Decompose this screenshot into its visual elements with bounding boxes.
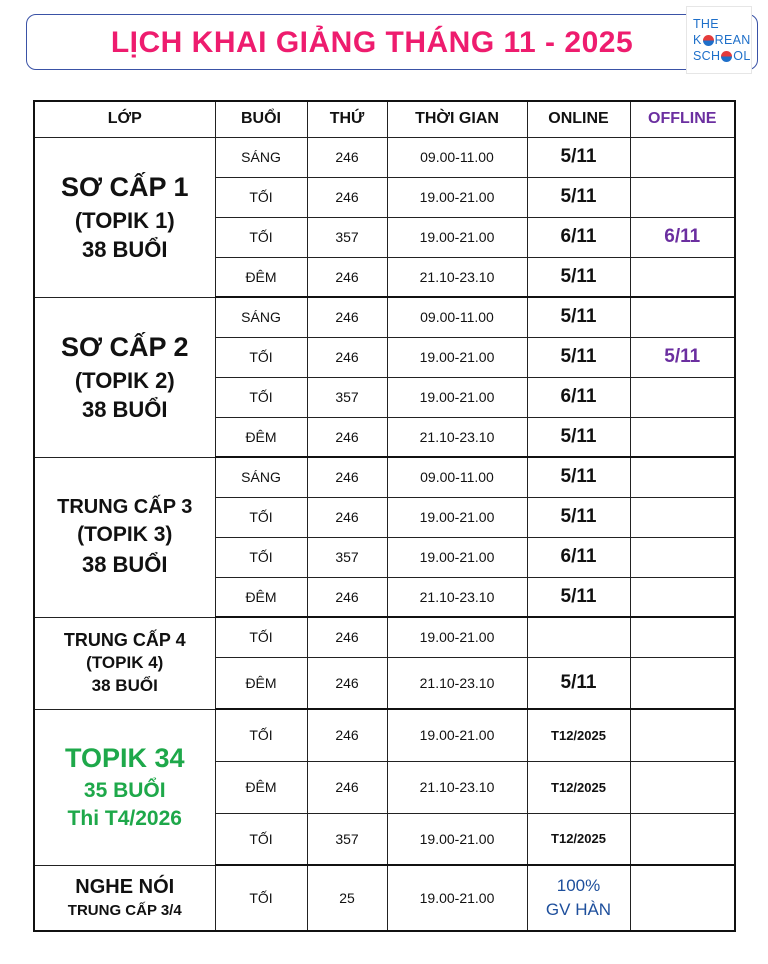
class-sessions: 38 BUỔI — [91, 676, 158, 696]
days-cell: 246 — [307, 577, 387, 617]
class-cell-trung-cap-4 — [34, 617, 215, 709]
online-note-line: GV HÀN — [545, 900, 612, 919]
time-cell: 09.00-11.00 — [387, 457, 527, 497]
header-offline: OFFLINE — [630, 101, 735, 137]
class-name: TRUNG CẤP 3 — [57, 496, 193, 519]
logo-line-3 — [693, 48, 751, 64]
time-cell: 21.10-23.10 — [387, 657, 527, 709]
online-date-cell: 5/11 — [527, 297, 630, 337]
days-cell: 357 — [307, 537, 387, 577]
days-cell: 246 — [307, 457, 387, 497]
time-cell: 21.10-23.10 — [387, 761, 527, 813]
header-buoi: BUỔI — [215, 101, 307, 137]
offline-date-cell — [630, 377, 735, 417]
class-cell-nghe-noi — [34, 865, 215, 931]
class-sessions: 38 BUỔI — [81, 237, 168, 263]
offline-date-cell — [630, 657, 735, 709]
time-cell: 19.00-21.00 — [387, 617, 527, 657]
offline-date-cell — [630, 457, 735, 497]
offline-date-cell — [630, 709, 735, 761]
time-cell: 19.00-21.00 — [387, 537, 527, 577]
days-cell: 246 — [307, 709, 387, 761]
online-note-line: 100% — [556, 876, 601, 895]
session-cell: SÁNG — [215, 297, 307, 337]
offline-date-cell — [630, 865, 735, 931]
session-cell: ĐÊM — [215, 577, 307, 617]
session-cell: TỐI — [215, 217, 307, 257]
offline-date-cell — [630, 177, 735, 217]
offline-date-cell — [630, 813, 735, 865]
header-thoigian: THỜI GIAN — [387, 101, 527, 137]
school-logo — [686, 6, 752, 74]
class-name: TRUNG CẤP 4 — [63, 629, 186, 650]
days-cell: 357 — [307, 813, 387, 865]
class-level: (TOPIK 2) — [74, 367, 175, 393]
time-cell: 19.00-21.00 — [387, 497, 527, 537]
session-cell: TỐI — [215, 497, 307, 537]
session-cell: ĐÊM — [215, 417, 307, 457]
class-cell-so-cap-1 — [34, 137, 215, 297]
online-date-cell: 5/11 — [527, 417, 630, 457]
session-cell: TỐI — [215, 617, 307, 657]
session-cell: TỐI — [215, 537, 307, 577]
days-cell: 246 — [307, 337, 387, 377]
offline-date-cell: 6/11 — [630, 217, 735, 257]
online-date-cell: 5/11 — [527, 337, 630, 377]
class-cell-trung-cap-3 — [34, 457, 215, 617]
offline-date-cell — [630, 761, 735, 813]
schedule-table — [33, 100, 736, 932]
class-cell-topik-34 — [34, 709, 215, 865]
time-cell: 19.00-21.00 — [387, 865, 527, 931]
days-cell: 246 — [307, 137, 387, 177]
page-title: LỊCH KHAI GIẢNG THÁNG 11 - 2025 — [110, 26, 634, 59]
class-level: TRUNG CẤP 3/4 — [67, 902, 182, 920]
class-sessions: 38 BUỔI — [81, 397, 168, 423]
time-cell: 19.00-21.00 — [387, 377, 527, 417]
header-lop: LỚP — [34, 101, 215, 137]
class-name: TOPIK 34 — [64, 743, 185, 774]
table-row — [34, 457, 735, 497]
session-cell: ĐÊM — [215, 257, 307, 297]
offline-date-cell — [630, 257, 735, 297]
session-cell: ĐÊM — [215, 657, 307, 709]
table-row — [34, 297, 735, 337]
online-date-cell: 5/11 — [527, 457, 630, 497]
logo-line-2 — [693, 32, 751, 48]
online-date-cell: 5/11 — [527, 577, 630, 617]
class-level: (TOPIK 1) — [74, 207, 175, 233]
header-thu: THỨ — [307, 101, 387, 137]
days-cell: 246 — [307, 761, 387, 813]
session-cell: ĐÊM — [215, 761, 307, 813]
time-cell: 19.00-21.00 — [387, 337, 527, 377]
online-note-cell — [527, 865, 630, 931]
session-cell: TỐI — [215, 337, 307, 377]
time-cell: 09.00-11.00 — [387, 137, 527, 177]
class-name: SƠ CẤP 2 — [60, 332, 189, 363]
offline-date-cell: 5/11 — [630, 337, 735, 377]
days-cell: 246 — [307, 417, 387, 457]
offline-date-cell — [630, 537, 735, 577]
time-cell: 09.00-11.00 — [387, 297, 527, 337]
logo-text: SCH — [693, 49, 721, 63]
class-sessions: 35 BUỔI — [83, 778, 166, 802]
header-online: ONLINE — [527, 101, 630, 137]
session-cell: TỐI — [215, 813, 307, 865]
time-cell: 21.10-23.10 — [387, 417, 527, 457]
time-cell: 21.10-23.10 — [387, 257, 527, 297]
online-date-cell: 6/11 — [527, 377, 630, 417]
days-cell: 357 — [307, 217, 387, 257]
class-name: SƠ CẤP 1 — [60, 172, 189, 203]
online-date-cell: 6/11 — [527, 537, 630, 577]
time-cell: 19.00-21.00 — [387, 709, 527, 761]
time-cell: 19.00-21.00 — [387, 177, 527, 217]
online-date-cell: T12/2025 — [527, 761, 630, 813]
offline-date-cell — [630, 617, 735, 657]
offline-date-cell — [630, 137, 735, 177]
offline-date-cell — [630, 297, 735, 337]
logo-line-1: THE — [693, 17, 719, 31]
online-date-cell: 5/11 — [527, 657, 630, 709]
logo-text: K — [693, 33, 702, 47]
online-date-cell: 5/11 — [527, 177, 630, 217]
class-level: (TOPIK 4) — [86, 653, 164, 673]
offline-date-cell — [630, 417, 735, 457]
offline-date-cell — [630, 577, 735, 617]
days-cell: 25 — [307, 865, 387, 931]
days-cell: 246 — [307, 177, 387, 217]
session-cell: SÁNG — [215, 137, 307, 177]
session-cell: TỐI — [215, 709, 307, 761]
class-level: (TOPIK 3) — [77, 523, 173, 547]
online-date-cell: T12/2025 — [527, 709, 630, 761]
offline-date-cell — [630, 497, 735, 537]
session-cell: TỐI — [215, 377, 307, 417]
online-date-cell: 5/11 — [527, 257, 630, 297]
taegeuk-o-icon — [721, 51, 732, 62]
table-row — [34, 709, 735, 761]
time-cell: 19.00-21.00 — [387, 217, 527, 257]
days-cell: 246 — [307, 497, 387, 537]
days-cell: 246 — [307, 657, 387, 709]
days-cell: 246 — [307, 297, 387, 337]
table-row — [34, 617, 735, 657]
logo-text: OL — [733, 49, 751, 63]
online-date-cell: 5/11 — [527, 137, 630, 177]
table-header-row — [34, 101, 735, 137]
table-row — [34, 137, 735, 177]
class-cell-so-cap-2 — [34, 297, 215, 457]
class-sessions: 38 BUỔI — [81, 551, 168, 577]
taegeuk-o-icon — [703, 35, 714, 46]
class-exam-date: Thi T4/2026 — [67, 807, 182, 831]
days-cell: 357 — [307, 377, 387, 417]
logo-text: REAN — [714, 33, 751, 47]
title-box — [26, 14, 758, 70]
session-cell: TỐI — [215, 177, 307, 217]
time-cell: 19.00-21.00 — [387, 813, 527, 865]
online-date-cell: 6/11 — [527, 217, 630, 257]
time-cell: 21.10-23.10 — [387, 577, 527, 617]
days-cell: 246 — [307, 617, 387, 657]
days-cell: 246 — [307, 257, 387, 297]
online-date-cell: 5/11 — [527, 497, 630, 537]
session-cell: SÁNG — [215, 457, 307, 497]
table-row — [34, 865, 735, 931]
class-name: NGHE NÓI — [75, 876, 175, 899]
online-date-cell — [527, 617, 630, 657]
session-cell: TỐI — [215, 865, 307, 931]
online-date-cell: T12/2025 — [527, 813, 630, 865]
